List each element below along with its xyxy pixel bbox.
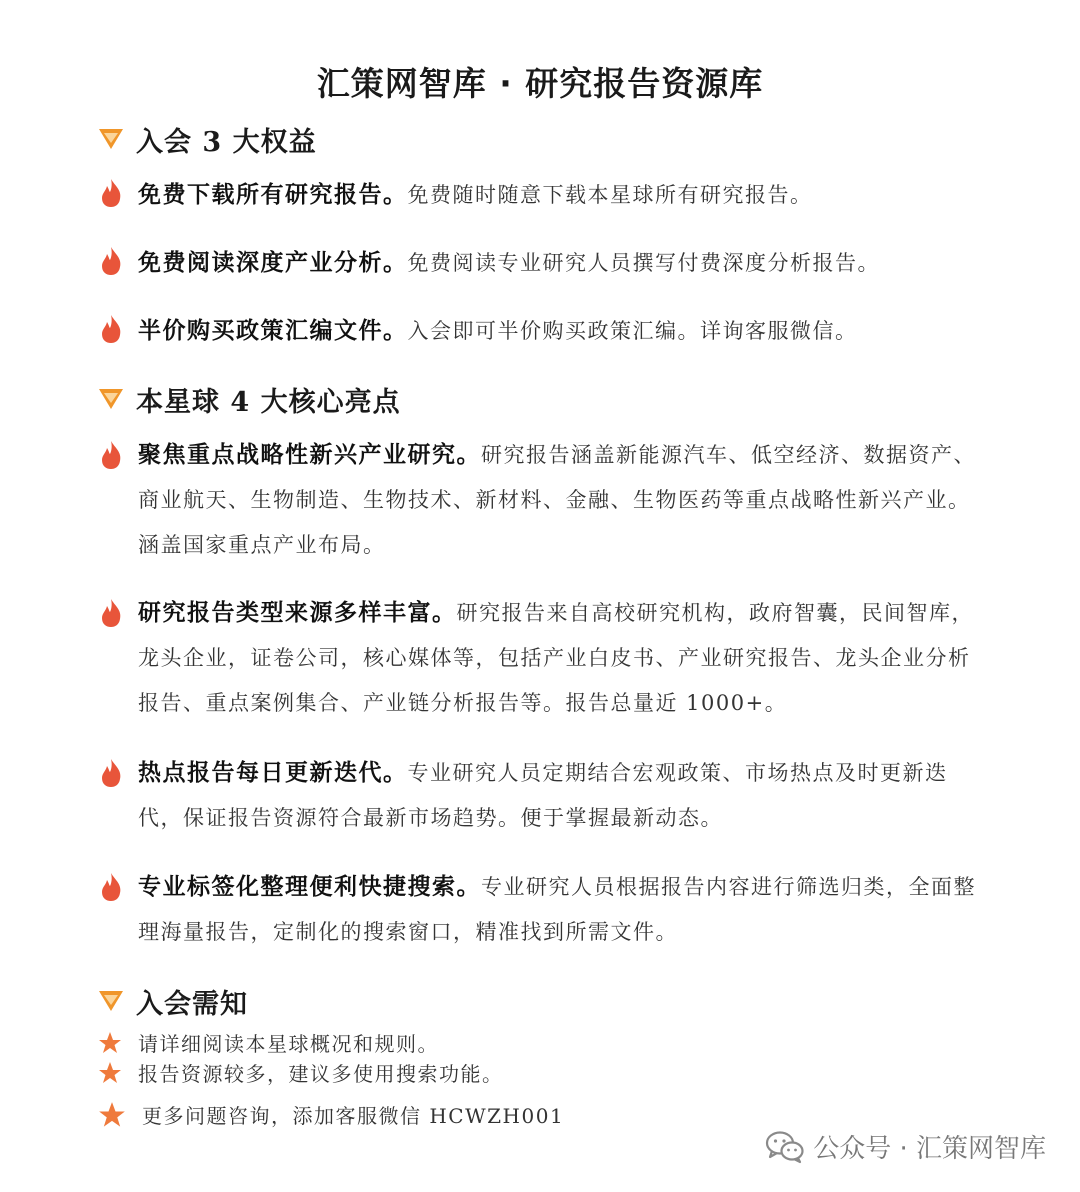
benefit-item	[96, 240, 986, 286]
notice-item	[98, 1058, 504, 1087]
section-heading-text: 本星球 4 大核心亮点	[136, 387, 401, 418]
flame-icon	[98, 246, 124, 276]
item-body: 专业研究人员定期结合宏观政策、市场热点及时更新迭代，保证报告资源符合最新市场趋势。便于掌握最新动态。	[138, 761, 948, 830]
item-lead: 聚焦重点战略性新兴产业研究。	[138, 441, 481, 468]
flame-icon	[98, 872, 124, 902]
notice-text: 更多问题咨询，添加客服微信 HCWZH001	[142, 1104, 565, 1128]
section-heading-notice	[96, 982, 248, 1021]
diamond-icon	[96, 387, 126, 413]
wechat-icon	[765, 1130, 805, 1164]
item-lead: 研究报告类型来源多样丰富。	[138, 599, 457, 626]
flame-icon	[98, 598, 124, 628]
flame-icon	[98, 314, 124, 344]
notice-item	[98, 1100, 564, 1129]
highlight-item	[96, 750, 986, 841]
diamond-icon	[96, 127, 126, 153]
item-lead: 热点报告每日更新迭代。	[138, 759, 408, 786]
highlight-item	[96, 590, 986, 726]
star-icon	[98, 1031, 122, 1055]
item-body: 免费随时随意下载本星球所有研究报告。	[407, 183, 813, 207]
item-body: 研究报告来自高校研究机构，政府智囊，民间智库，龙头企业，证卷公司，核心媒体等，包括产业白皮书、产业研究报告、龙头企业分析报告、重点案例集合、产业链分析报告等。报告总量近 1000+。	[138, 601, 974, 715]
item-lead: 免费阅读深度产业分析。	[138, 249, 408, 276]
item-body: 研究报告涵盖新能源汽车、低空经济、数据资产、商业航天、生物制造、生物技术、新材料、金融、生物医药等重点战略性新兴产业。涵盖国家重点产业布局。	[138, 443, 976, 557]
notice-text: 报告资源较多，建议多使用搜索功能。	[138, 1062, 504, 1086]
notice-item	[98, 1028, 439, 1057]
notice-text: 请详细阅读本星球概况和规则。	[138, 1032, 439, 1056]
item-body: 入会即可半价购买政策汇编。详询客服微信。	[407, 319, 858, 343]
flame-icon	[98, 440, 124, 470]
section-heading-highlights	[96, 380, 401, 419]
benefit-item	[96, 308, 986, 354]
star-icon	[98, 1101, 126, 1129]
flame-icon	[98, 758, 124, 788]
diamond-icon	[96, 989, 126, 1015]
section-heading-benefits	[96, 120, 317, 159]
watermark-text: 公众号 · 汇策网智库	[813, 1134, 1046, 1164]
item-lead: 半价购买政策汇编文件。	[138, 317, 408, 344]
benefit-item	[96, 172, 986, 218]
page-title: 汇策网智库 · 研究报告资源库	[316, 64, 764, 103]
item-lead: 专业标签化整理便利快捷搜索。	[138, 873, 481, 900]
section-heading-text: 入会需知	[136, 989, 248, 1020]
item-body: 免费阅读专业研究人员撰写付费深度分析报告。	[407, 251, 880, 275]
flame-icon	[98, 178, 124, 208]
highlight-item	[96, 432, 986, 568]
section-heading-text: 入会 3 大权益	[136, 127, 317, 158]
highlight-item	[96, 864, 986, 955]
star-icon	[98, 1061, 122, 1085]
wechat-watermark	[765, 1128, 1046, 1165]
item-body: 专业研究人员根据报告内容进行筛选归类，全面整理海量报告，定制化的搜索窗口，精准找到所需文件。	[138, 875, 976, 944]
item-lead: 免费下载所有研究报告。	[138, 181, 408, 208]
